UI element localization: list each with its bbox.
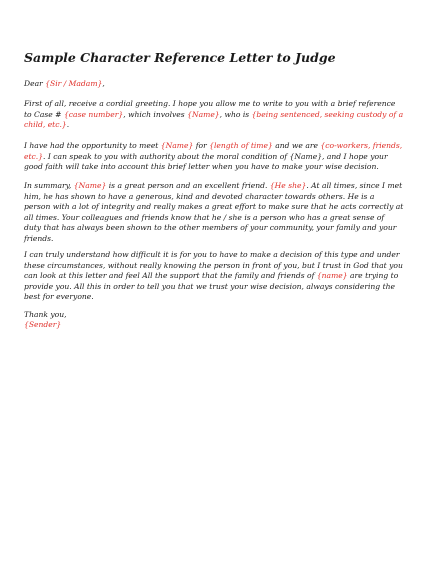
relationship-placeholder-cont: etc.} <box>24 151 44 161</box>
paragraph-relationship <box>24 141 403 173</box>
paragraph-text: for <box>193 141 210 150</box>
name-placeholder: {Name} <box>160 141 194 150</box>
paragraph-text: In summary, <box>24 181 74 190</box>
paragraph-understanding <box>24 250 403 303</box>
paragraph-text: . <box>66 120 70 130</box>
name-placeholder: {Name} <box>187 109 220 119</box>
paragraph-text: I have had the opportunity to meet <box>24 141 161 150</box>
paragraph-text: to Case # <box>24 109 64 119</box>
salutation-text: Dear <box>24 79 46 88</box>
paragraph-line: best for everyone. <box>24 292 94 302</box>
paragraph-text: . I can speak to you with authority about the moral condition of {Name}, and I hope your <box>43 151 388 161</box>
paragraph-text: can look at this letter and feel All the support that the family and friends of <box>24 271 317 281</box>
paragraph-line: provide you. All this in order to tell you that we trust your wise decision, always considering the <box>24 281 396 291</box>
salutation-placeholder: {Sir / Madam} <box>45 79 103 88</box>
length-of-time-placeholder: {length of time} <box>209 141 273 150</box>
name-placeholder: {name} <box>316 271 348 281</box>
sender-placeholder: {Sender} <box>24 320 62 329</box>
paragraph-greeting <box>24 99 404 131</box>
paragraph-line: him, he has shown to have a generous, kind and devoted character towards others. He is a <box>24 191 375 201</box>
situation-placeholder-cont: child, etc.} <box>24 120 67 130</box>
paragraph-text: is a great person and an excellent friend. <box>106 181 270 190</box>
salutation-comma: , <box>102 79 105 88</box>
situation-placeholder: {being sentenced, seeking custody of a <box>251 109 404 119</box>
relationship-placeholder: {co-workers, friends, <box>320 141 403 150</box>
name-placeholder: {Name} <box>73 181 107 190</box>
paragraph-line: these circumstances, without really knowing the person in front of you, but I trust in God that you <box>24 260 403 270</box>
salutation <box>24 79 400 90</box>
paragraph-text: . At all times, since I met <box>306 181 403 190</box>
case-number-placeholder: {case number} <box>63 109 124 119</box>
paragraph-text: and we are <box>272 141 321 150</box>
paragraph-line: all times. Your colleagues and friends know that he / she is a person who has a great sense of <box>24 212 385 222</box>
paragraph-text: , who is <box>219 109 252 119</box>
paragraph-line: I can truly understand how difficult it is for you to have to make a decision of this type and under <box>24 250 400 259</box>
pronoun-placeholder: {He she} <box>269 181 307 190</box>
paragraph-line: good faith will take into account this brief letter when you have to make your wise decision. <box>24 162 379 172</box>
paragraph-text: are trying to <box>347 271 399 281</box>
closing: Thank you, <box>24 310 67 319</box>
paragraph-line: friends. <box>24 233 54 243</box>
paragraph-summary <box>24 181 404 245</box>
paragraph-line: First of all, receive a cordial greeting. I hope you allow me to write to you with a brief reference <box>24 99 396 108</box>
paragraph-line: person with a lot of integrity and really makes a great effort to make sure that he acts correctly at <box>24 202 404 212</box>
paragraph-line: duty that has always been shown to the other members of your community, your family and your <box>24 223 397 233</box>
letter-title: Sample Character Reference Letter to Judge <box>24 50 336 65</box>
paragraph-text: , which involves <box>123 109 188 119</box>
